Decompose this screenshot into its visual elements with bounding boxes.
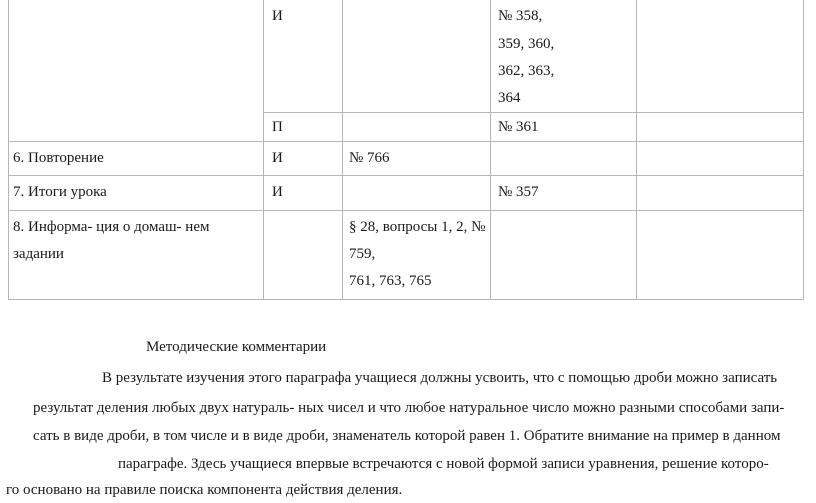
table-cell: 362, 363, (498, 63, 555, 79)
col-divider (263, 0, 264, 300)
col-divider (8, 0, 9, 300)
row-divider (8, 141, 804, 142)
table-cell: § 28, вопросы 1, 2, № (349, 219, 486, 235)
table-cell: № 358, (498, 8, 543, 24)
row-divider (8, 210, 804, 211)
table-cell: 761, 763, 765 (349, 273, 432, 289)
commentary-line: сать в виде дроби, в том числе и в виде дроби, знаменатель которой равен 1. Обратите внимание на пример в данном (33, 428, 781, 444)
table-cell: № 766 (349, 150, 390, 166)
commentary-line: результат деления любых двух натураль- ных чисел и что любое натуральное число можно разными способами запи- (33, 400, 785, 416)
table-cell: 359, 360, (498, 36, 555, 52)
row-divider (8, 175, 804, 176)
table-cell: П (272, 119, 283, 135)
col-divider (636, 0, 637, 300)
commentary-line: го основано на правиле поиска компонента действия деления. (6, 482, 403, 498)
table-cell: № 357 (498, 184, 539, 200)
commentary-line: параграфе. Здесь учащиеся впервые встречаются с новой формой записи уравнения, решение которо- (118, 456, 769, 472)
table-cell: 759, (349, 246, 376, 262)
commentary-heading: Методические комментарии (146, 339, 327, 355)
col-divider (490, 0, 491, 300)
table-cell: 7. Итоги урока (13, 184, 107, 200)
table-cell: задании (13, 246, 64, 262)
table-cell: 364 (498, 90, 521, 106)
col-divider (803, 0, 804, 300)
table-cell: 8. Информа- ция о домаш- нем (13, 219, 210, 235)
table-cell: И (272, 184, 283, 200)
table-cell: И (272, 150, 283, 166)
commentary-line: В результате изучения этого параграфа учащиеся должны усвоить, что с помощью дроби можно записать (102, 370, 778, 386)
table-cell: И (272, 8, 283, 24)
table-cell: 6. Повторение (13, 150, 104, 166)
col-divider (342, 0, 343, 300)
row-divider (8, 299, 804, 300)
table-cell: № 361 (498, 119, 539, 135)
